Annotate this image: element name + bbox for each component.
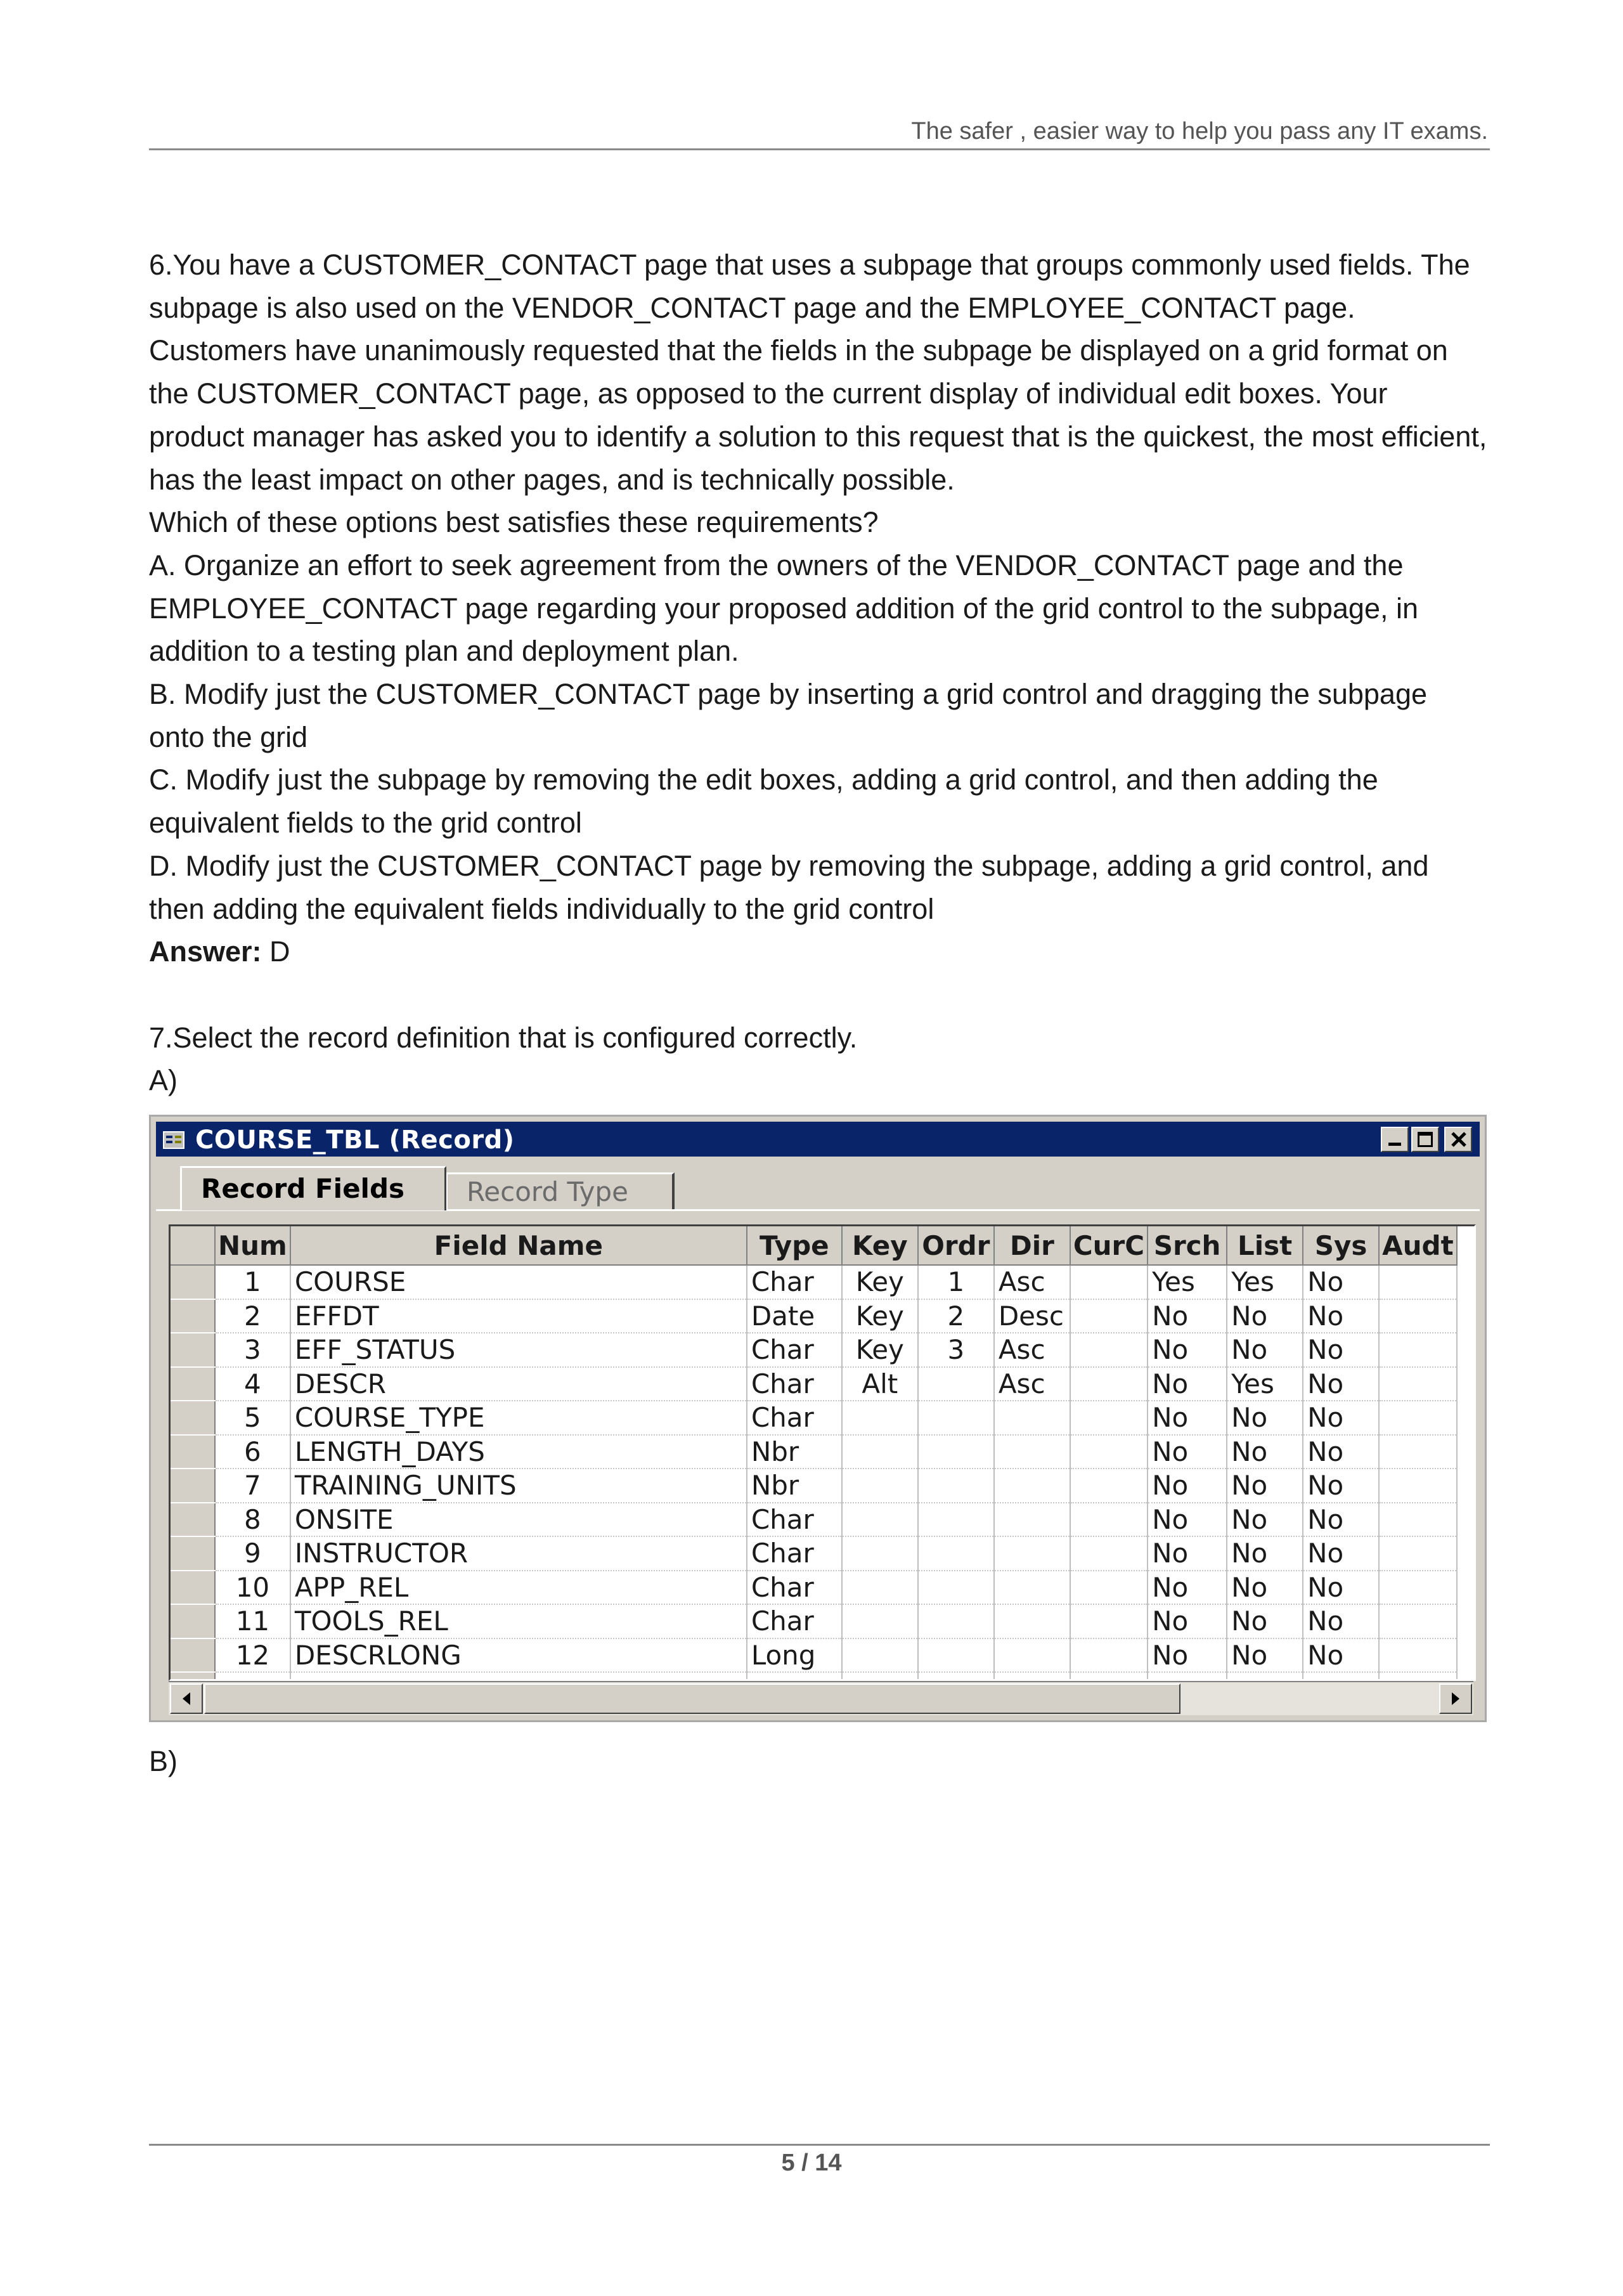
table-cell: 4 (215, 1367, 290, 1401)
question-6-line: product manager has asked you to identify a solution to this request that is the quickest, the most efficient, (149, 420, 1487, 453)
table-cell (1379, 1333, 1457, 1367)
table-row[interactable] (171, 1536, 1457, 1571)
table-cell (842, 1638, 918, 1673)
tab-record-type[interactable]: Record Type (446, 1172, 675, 1210)
table-cell (1070, 1571, 1148, 1605)
table-cell (1070, 1604, 1148, 1638)
table-cell: No (1227, 1638, 1303, 1673)
table-cell: No (1148, 1401, 1227, 1435)
table-cell (994, 1503, 1070, 1537)
question-6-line: has the least impact on other pages, and is technically possible. (149, 463, 955, 496)
column-header[interactable]: Dir (994, 1226, 1070, 1265)
option-a-line: EMPLOYEE_CONTACT page regarding your proposed addition of the grid control to the subpage, in (149, 592, 1418, 625)
table-cell: No (1227, 1571, 1303, 1605)
table-cell (1070, 1503, 1148, 1537)
table-cell: Key (842, 1299, 918, 1333)
table-cell: No (1148, 1435, 1227, 1469)
table-cell (1379, 1469, 1457, 1503)
column-header[interactable]: Field Name (290, 1226, 747, 1265)
table-cell (1379, 1604, 1457, 1638)
filler-cell (290, 1672, 747, 1681)
table-cell (1379, 1367, 1457, 1401)
table-cell (1070, 1536, 1148, 1571)
table-cell: Key (842, 1265, 918, 1299)
row-selector[interactable] (171, 1401, 215, 1435)
table-cell (1070, 1265, 1148, 1299)
filler-cell (215, 1672, 290, 1681)
table-cell: Char (747, 1333, 842, 1367)
table-row[interactable] (171, 1503, 1457, 1537)
row-selector[interactable] (171, 1503, 215, 1537)
header-divider (149, 148, 1490, 150)
table-cell: No (1303, 1638, 1379, 1673)
question-6-line: subpage is also used on the VENDOR_CONTACT page and the EMPLOYEE_CONTACT page. (149, 291, 1355, 324)
table-cell (842, 1536, 918, 1571)
table-cell (842, 1469, 918, 1503)
table-cell: 6 (215, 1435, 290, 1469)
question-6-line: Customers have unanimously requested that the fields in the subpage be displayed on a grid format on (149, 334, 1448, 367)
table-cell: 3 (215, 1333, 290, 1367)
row-selector[interactable] (171, 1571, 215, 1605)
table-cell: 12 (215, 1638, 290, 1673)
record-fields-grid (169, 1224, 1476, 1681)
arrow-left-icon (180, 1691, 193, 1706)
table-cell (842, 1604, 918, 1638)
table-cell: 7 (215, 1469, 290, 1503)
table-cell: Char (747, 1503, 842, 1537)
table-cell: No (1303, 1435, 1379, 1469)
column-header[interactable]: Audt (1379, 1226, 1457, 1265)
table-cell: EFF_STATUS (290, 1333, 747, 1367)
table-row[interactable] (171, 1435, 1457, 1469)
arrow-right-icon (1449, 1691, 1462, 1706)
table-cell (994, 1469, 1070, 1503)
table-cell: INSTRUCTOR (290, 1536, 747, 1571)
table-cell: No (1148, 1299, 1227, 1333)
option-b-line: B. Modify just the CUSTOMER_CONTACT page by inserting a grid control and dragging the subpage (149, 678, 1428, 711)
table-cell: 1 (918, 1265, 994, 1299)
table-cell: Nbr (747, 1435, 842, 1469)
window-titlebar (156, 1122, 1480, 1157)
table-cell: No (1227, 1536, 1303, 1571)
grid-filler-row (171, 1672, 1457, 1681)
column-header[interactable]: Srch (1148, 1226, 1227, 1265)
table-cell (1379, 1435, 1457, 1469)
table-cell: EFFDT (290, 1299, 747, 1333)
table-cell (918, 1604, 994, 1638)
column-header[interactable]: List (1227, 1226, 1303, 1265)
table-cell: No (1303, 1536, 1379, 1571)
row-selector[interactable] (171, 1367, 215, 1401)
option-b-block (149, 1740, 1493, 1783)
table-cell: TOOLS_REL (290, 1604, 747, 1638)
question-7 (149, 1016, 1493, 1102)
table-cell (1070, 1367, 1148, 1401)
table-cell: Key (842, 1333, 918, 1367)
page-number: 5 / 14 (781, 2150, 842, 2176)
fields-table (171, 1226, 1458, 1681)
table-cell: No (1303, 1367, 1379, 1401)
table-cell: Date (747, 1299, 842, 1333)
column-header[interactable]: Sys (1303, 1226, 1379, 1265)
table-cell: 8 (215, 1503, 290, 1537)
table-cell (994, 1638, 1070, 1673)
table-cell: LENGTH_DAYS (290, 1435, 747, 1469)
row-selector[interactable] (171, 1299, 215, 1333)
table-cell: Char (747, 1401, 842, 1435)
question-7-text: 7.Select the record definition that is configured correctly. (149, 1021, 858, 1054)
table-cell (1379, 1503, 1457, 1537)
table-cell (918, 1435, 994, 1469)
table-cell: No (1148, 1638, 1227, 1673)
table-row[interactable] (171, 1571, 1457, 1605)
row-selector[interactable] (171, 1604, 215, 1638)
table-cell (994, 1604, 1070, 1638)
filler-cell (994, 1672, 1070, 1681)
close-button[interactable] (1444, 1127, 1472, 1152)
table-cell: No (1148, 1604, 1227, 1638)
scroll-thumb[interactable] (204, 1683, 1180, 1714)
row-selector[interactable] (171, 1265, 215, 1299)
table-cell: No (1148, 1367, 1227, 1401)
table-cell (842, 1435, 918, 1469)
table-cell: COURSE_TYPE (290, 1401, 747, 1435)
table-cell: No (1303, 1604, 1379, 1638)
question-6-line: the CUSTOMER_CONTACT page, as opposed to the current display of individual edit boxes. Your (149, 377, 1388, 410)
option-c-line: C. Modify just the subpage by removing the edit boxes, adding a grid control, and then adding the (149, 763, 1378, 796)
question-6-line: 6.You have a CUSTOMER_CONTACT page that uses a subpage that groups commonly used fields. The (149, 249, 1470, 281)
table-cell (842, 1401, 918, 1435)
filler-cell (1070, 1672, 1148, 1681)
column-header[interactable]: Key (842, 1226, 918, 1265)
table-cell: No (1303, 1333, 1379, 1367)
table-cell: No (1227, 1469, 1303, 1503)
table-cell (1070, 1299, 1148, 1333)
table-cell: No (1227, 1604, 1303, 1638)
table-cell (1379, 1265, 1457, 1299)
footer-divider (149, 2144, 1490, 2146)
question-6-prompt: Which of these options best satisfies these requirements? (149, 506, 879, 539)
table-cell: DESCRLONG (290, 1638, 747, 1673)
table-cell: APP_REL (290, 1571, 747, 1605)
table-cell: 2 (918, 1299, 994, 1333)
table-cell: No (1148, 1469, 1227, 1503)
row-selector-header (171, 1226, 215, 1265)
row-selector[interactable] (171, 1638, 215, 1673)
table-cell: 9 (215, 1536, 290, 1571)
table-cell: DESCR (290, 1367, 747, 1401)
table-cell (1379, 1536, 1457, 1571)
column-header[interactable]: Num (215, 1226, 290, 1265)
table-cell: Yes (1227, 1265, 1303, 1299)
filler-cell (1227, 1672, 1303, 1681)
tab-record-fields[interactable]: Record Fields (180, 1166, 446, 1210)
table-cell (1070, 1401, 1148, 1435)
table-cell: No (1303, 1265, 1379, 1299)
table-cell: Char (747, 1571, 842, 1605)
table-cell: 1 (215, 1265, 290, 1299)
table-cell: 2 (215, 1299, 290, 1333)
table-cell (1070, 1333, 1148, 1367)
option-b-label: B) (149, 1745, 178, 1777)
table-cell: No (1303, 1571, 1379, 1605)
table-cell: COURSE (290, 1265, 747, 1299)
answer-label: Answer: (149, 935, 262, 968)
table-cell: Alt (842, 1367, 918, 1401)
option-a-line: addition to a testing plan and deployment plan. (149, 635, 739, 668)
close-icon (1451, 1132, 1467, 1147)
filler-cell (171, 1672, 215, 1681)
table-cell: No (1227, 1299, 1303, 1333)
table-cell: Char (747, 1367, 842, 1401)
window-title: COURSE_TBL (Record) (195, 1125, 515, 1155)
table-cell: Char (747, 1265, 842, 1299)
filler-cell (1379, 1672, 1457, 1681)
table-cell: No (1227, 1401, 1303, 1435)
table-cell: Yes (1148, 1265, 1227, 1299)
page-content (149, 243, 1493, 1102)
row-selector[interactable] (171, 1536, 215, 1571)
option-d-line: D. Modify just the CUSTOMER_CONTACT page by removing the subpage, adding a grid control, and (149, 849, 1429, 882)
table-cell (1379, 1571, 1457, 1605)
record-icon (162, 1128, 185, 1151)
scroll-right-button[interactable] (1439, 1683, 1472, 1714)
filler-cell (842, 1672, 918, 1681)
table-row[interactable] (171, 1604, 1457, 1638)
table-cell (918, 1536, 994, 1571)
table-row[interactable] (171, 1265, 1457, 1299)
filler-cell (918, 1672, 994, 1681)
table-cell: No (1227, 1435, 1303, 1469)
filler-cell (747, 1672, 842, 1681)
table-row[interactable] (171, 1299, 1457, 1333)
table-cell (1070, 1638, 1148, 1673)
table-cell (1070, 1435, 1148, 1469)
answer-line (149, 930, 1493, 973)
table-cell: No (1148, 1333, 1227, 1367)
maximize-button[interactable] (1411, 1127, 1439, 1152)
grid-header-row (171, 1226, 1457, 1265)
table-cell (918, 1469, 994, 1503)
table-cell (1379, 1638, 1457, 1673)
table-cell: 5 (215, 1401, 290, 1435)
table-cell (918, 1401, 994, 1435)
table-cell: Char (747, 1604, 842, 1638)
table-cell: 10 (215, 1571, 290, 1605)
question-6 (149, 243, 1493, 973)
table-cell: No (1227, 1503, 1303, 1537)
option-a-line: A. Organize an effort to seek agreement from the owners of the VENDOR_CONTACT page and the (149, 548, 1404, 581)
table-cell: Long (747, 1638, 842, 1673)
table-cell (994, 1435, 1070, 1469)
table-row[interactable] (171, 1469, 1457, 1503)
table-cell: Asc (994, 1265, 1070, 1299)
column-header[interactable]: Type (747, 1226, 842, 1265)
table-cell: Asc (994, 1333, 1070, 1367)
option-b-line: onto the grid (149, 720, 308, 753)
table-cell: No (1303, 1503, 1379, 1537)
filler-cell (1148, 1672, 1227, 1681)
scroll-left-button[interactable] (170, 1683, 203, 1714)
table-row[interactable] (171, 1333, 1457, 1367)
table-cell: TRAINING_UNITS (290, 1469, 747, 1503)
table-cell: No (1148, 1503, 1227, 1537)
table-row[interactable] (171, 1401, 1457, 1435)
column-header[interactable]: CurC (1070, 1226, 1148, 1265)
header-tagline: The safer , easier way to help you pass any IT exams. (911, 118, 1488, 145)
table-cell (1379, 1401, 1457, 1435)
filler-cell (1303, 1672, 1379, 1681)
column-header[interactable]: Ordr (918, 1226, 994, 1265)
record-window-screenshot (149, 1115, 1487, 1722)
answer-value: D (261, 935, 290, 968)
table-cell: 3 (918, 1333, 994, 1367)
table-cell (994, 1401, 1070, 1435)
table-cell (1070, 1469, 1148, 1503)
table-cell (994, 1536, 1070, 1571)
table-row[interactable] (171, 1367, 1457, 1401)
option-c-line: equivalent fields to the grid control (149, 807, 582, 840)
table-cell (1379, 1299, 1457, 1333)
table-cell: Yes (1227, 1367, 1303, 1401)
table-cell: No (1148, 1571, 1227, 1605)
minimize-button[interactable] (1381, 1127, 1409, 1152)
table-cell (918, 1638, 994, 1673)
table-cell: No (1303, 1401, 1379, 1435)
table-cell: Desc (994, 1299, 1070, 1333)
table-cell: No (1303, 1299, 1379, 1333)
row-selector[interactable] (171, 1333, 215, 1367)
table-cell: Nbr (747, 1469, 842, 1503)
table-cell: 11 (215, 1604, 290, 1638)
horizontal-scrollbar[interactable] (169, 1681, 1473, 1715)
option-d-line: then adding the equivalent fields individually to the grid control (149, 892, 934, 925)
table-cell: Asc (994, 1367, 1070, 1401)
table-cell (842, 1571, 918, 1605)
table-cell: ONSITE (290, 1503, 747, 1537)
table-cell (994, 1571, 1070, 1605)
table-cell (918, 1571, 994, 1605)
table-cell (842, 1503, 918, 1537)
row-selector[interactable] (171, 1435, 215, 1469)
row-selector[interactable] (171, 1469, 215, 1503)
table-cell (918, 1503, 994, 1537)
table-cell: Char (747, 1536, 842, 1571)
table-cell: No (1303, 1469, 1379, 1503)
table-cell (918, 1367, 994, 1401)
option-a-label: A) (149, 1064, 178, 1097)
table-cell: No (1148, 1536, 1227, 1571)
table-row[interactable] (171, 1638, 1457, 1673)
table-cell: No (1227, 1333, 1303, 1367)
